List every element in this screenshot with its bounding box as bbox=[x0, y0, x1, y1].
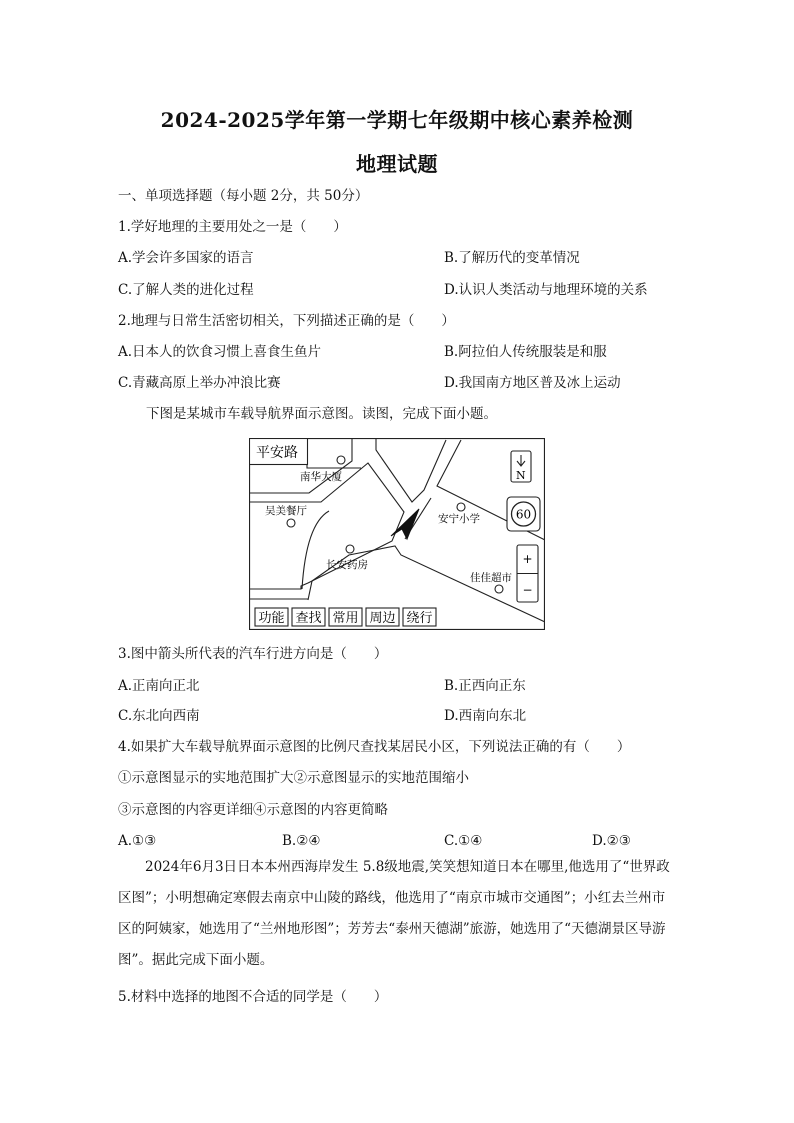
map-button-label: 查找 bbox=[295, 611, 322, 626]
question-1-stem: 1.学好地理的主要用处之一是（ ） bbox=[118, 219, 347, 235]
place-marker bbox=[495, 585, 503, 593]
place-marker bbox=[337, 456, 345, 464]
question-3-option-a: A.正南向正北 bbox=[118, 678, 200, 694]
place-label-nanhua: 南华大厦 bbox=[300, 471, 342, 483]
question-4-stem: 4.如果扩大车载导航界面示意图的比例尺查找某居民小区，下列说法正确的有（ ） bbox=[118, 739, 631, 755]
question-2-option-a: A.日本人的饮食习惯上喜食生鱼片 bbox=[118, 344, 322, 360]
question-2-option-c: C.青藏高原上举办冲浪比赛 bbox=[118, 375, 281, 391]
map-button-label: 绕行 bbox=[406, 611, 433, 626]
exam-title: 2024-2025学年第一学期七年级期中核心素养检测 bbox=[160, 108, 634, 132]
map-button-label: 周边 bbox=[369, 611, 396, 626]
place-label-changan: 长安药房 bbox=[326, 559, 368, 571]
question-1-option-b: B.了解历代的变革情况 bbox=[444, 250, 580, 266]
material-paragraph: 2024年6月3日日本本州西海岸发生 5.8级地震,笑笑想知道日本在哪里,他选用了“世界政区图”；小明想确定寒假去南京中山陵的路线，他选用了“南京市城市交通图”；小红去兰州市区的阿姨家，她选用了“兰州地形图”；芳芳去“泰州天德湖”旅游，她选用了“天德湖景区导游图”。据此完成下面小题。 bbox=[118, 859, 670, 968]
question-2-option-d: D.我国南方地区普及冰上运动 bbox=[444, 375, 621, 391]
place-marker bbox=[287, 519, 295, 527]
place-label-anning: 安宁小学 bbox=[438, 513, 480, 525]
question-5-stem: 5.材料中选择的地图不合适的同学是（ ） bbox=[118, 989, 388, 1005]
speed-limit-value: 60 bbox=[515, 507, 532, 522]
question-4-option-a: A.①③ bbox=[118, 833, 157, 849]
map-button-label: 功能 bbox=[258, 611, 285, 626]
question-2-stem: 2.地理与日常生活密切相关，下列描述正确的是（ ） bbox=[118, 313, 455, 329]
question-4-option-d: D.②③ bbox=[592, 833, 631, 849]
question-4-statements-1: ①示意图显示的实地范围扩大②示意图显示的实地范围缩小 bbox=[118, 770, 469, 786]
zoom-out-button[interactable]: − bbox=[522, 583, 533, 597]
question-3-option-d: D.西南向东北 bbox=[444, 708, 527, 724]
north-label: N bbox=[516, 469, 526, 482]
map-button-label: 常用 bbox=[332, 611, 359, 626]
navigation-map-figure bbox=[249, 438, 545, 630]
zoom-in-button[interactable]: + bbox=[522, 552, 533, 566]
question-1-option-a: A.学会许多国家的语言 bbox=[118, 250, 254, 266]
question-3-option-c: C.东北向西南 bbox=[118, 708, 200, 724]
question-4-option-c: C.①④ bbox=[444, 833, 483, 849]
question-1-option-c: C.了解人类的进化过程 bbox=[118, 282, 254, 298]
exam-subtitle: 地理试题 bbox=[356, 152, 438, 176]
question-3-option-b: B.正西向正东 bbox=[444, 678, 526, 694]
place-label-jiajia: 佳佳超市 bbox=[470, 572, 512, 584]
question-3-stem: 3.图中箭头所代表的汽车行进方向是（ ） bbox=[118, 646, 388, 662]
section-heading: 一、单项选择题（每小题 2分，共 50分） bbox=[118, 188, 369, 204]
question-1-option-d: D.认识人类活动与地理环境的关系 bbox=[444, 282, 648, 298]
place-marker bbox=[457, 503, 465, 511]
question-4-option-b: B.②④ bbox=[282, 833, 321, 849]
question-2-option-b: B.阿拉伯人传统服装是和服 bbox=[444, 344, 607, 360]
map-intro: 下图是某城市车载导航界面示意图。读图，完成下面小题。 bbox=[146, 406, 497, 422]
place-label-wumei: 吴美餐厅 bbox=[265, 505, 307, 517]
road-label: 平安路 bbox=[256, 445, 298, 461]
place-marker bbox=[346, 545, 354, 553]
question-4-statements-2: ③示意图的内容更详细④示意图的内容更简略 bbox=[118, 802, 388, 818]
